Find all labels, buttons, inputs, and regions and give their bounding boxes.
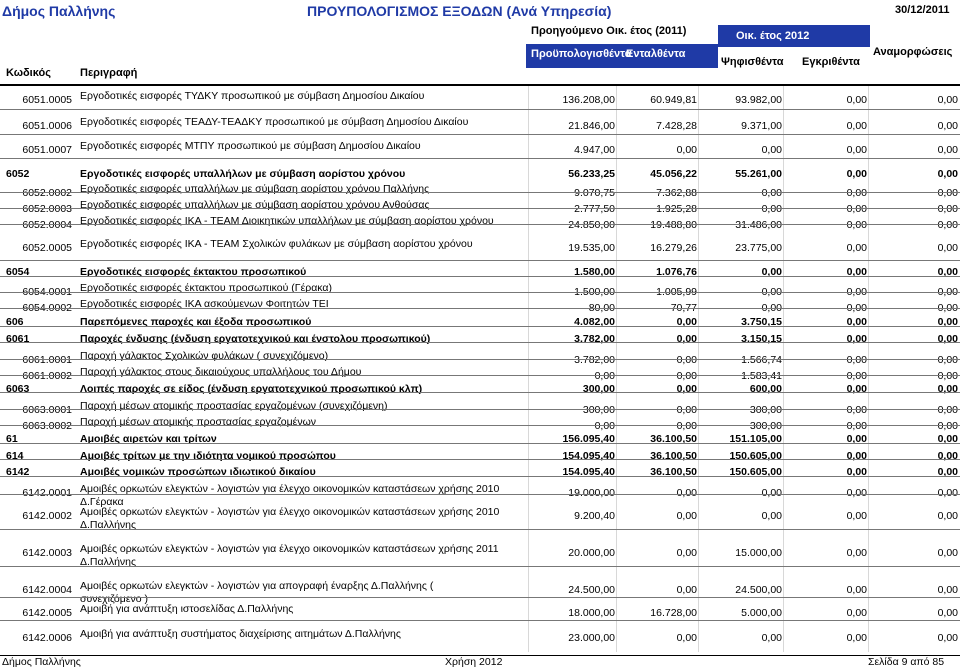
row-revisions: 0,00 [937, 420, 958, 432]
row-divider [0, 620, 960, 621]
row-divider [0, 494, 960, 495]
row-budget: 1.500,00 [574, 286, 615, 298]
row-voted: 5.000,00 [741, 607, 782, 619]
row-code: 6051.0005 [22, 94, 72, 106]
row-revisions: 0,00 [937, 94, 958, 106]
row-approved: 0,00 [846, 333, 867, 345]
row-ordered: 0,00 [676, 547, 697, 559]
row-divider [0, 276, 960, 277]
row-ordered: 7.362,88 [656, 187, 697, 199]
row-revisions: 0,00 [937, 450, 958, 462]
footer-year: Χρήση 2012 [445, 656, 503, 668]
row-description: Εργοδοτικές εισφορές ΙΚΑ ασκούμενων Φοιτητών ΤΕΙ [80, 298, 329, 310]
row-approved: 0,00 [846, 510, 867, 522]
row-ordered: 0,00 [676, 316, 697, 328]
row-description: Δ.Παλλήνης [80, 556, 137, 568]
row-description: Αμοιβές ορκωτών ελεγκτών - λογιστών για απογραφή έναρξης Δ.Παλλήνης ( [80, 580, 434, 592]
row-budget: 154.095,40 [562, 466, 615, 478]
row-description: Εργοδοτικές εισφορές ΜΤΠΥ προσωπικού με σύμβαση Δημοσίου Δικαίου [80, 140, 421, 152]
row-budget: 24.850,00 [568, 219, 615, 231]
col-code: Κωδικός [6, 67, 51, 79]
row-voted: 24.500,00 [735, 584, 782, 596]
row-ordered: 16.728,00 [650, 607, 697, 619]
row-divider [0, 597, 960, 598]
row-budget: 154.095,40 [562, 450, 615, 462]
row-voted: 0,00 [761, 302, 782, 314]
row-budget: 9.070,75 [574, 187, 615, 199]
row-voted: 31.486,00 [735, 219, 782, 231]
row-description: Αμοιβές νομικών προσώπων ιδιωτικού δικαίου [80, 466, 316, 478]
row-description: Παροχή γάλακτος Σχολικών φυλάκων ( συνεχιζόμενο) [80, 350, 329, 362]
page-title: ΠΡΟΥΠΟΛΟΓΙΣΜΟΣ ΕΞΟΔΩΝ (Ανά Υπηρεσία) [307, 3, 612, 19]
row-budget: 9.200,40 [574, 510, 615, 522]
row-revisions: 0,00 [937, 187, 958, 199]
row-budget: 136.208,00 [562, 94, 615, 106]
row-divider [0, 224, 960, 225]
row-revisions: 0,00 [937, 144, 958, 156]
row-revisions: 0,00 [937, 466, 958, 478]
row-description: Αμοιβές αιρετών και τρίτων [80, 433, 217, 445]
row-approved: 0,00 [846, 94, 867, 106]
row-revisions: 0,00 [937, 219, 958, 231]
row-code: 6142.0001 [22, 487, 72, 499]
row-description: Εργοδοτικές εισφορές ΤΕΑΔΥ-ΤΕΑΔΚΥ προσωπικού με σύμβαση Δημοσίου Δικαίου [80, 116, 469, 128]
row-approved: 0,00 [846, 242, 867, 254]
row-voted: 0,00 [761, 632, 782, 644]
row-description: Αμοιβές ορκωτών ελεγκτών - λογιστών για έλεγχο οικονομικών καταστάσεων χρήσης 2010 [80, 506, 500, 518]
row-approved: 0,00 [846, 584, 867, 596]
col-ordered: Ενταλθέντα [626, 48, 686, 60]
row-ordered: 0,00 [676, 144, 697, 156]
row-ordered: 0,00 [676, 370, 697, 382]
row-code: 6052.0002 [22, 187, 72, 199]
row-approved: 0,00 [846, 370, 867, 382]
row-revisions: 0,00 [937, 510, 958, 522]
row-approved: 0,00 [846, 203, 867, 215]
row-divider [0, 409, 960, 410]
row-budget: 3.782,00 [574, 333, 615, 345]
row-approved: 0,00 [846, 433, 867, 445]
row-description: Δ.Γέρακα [80, 496, 124, 508]
row-description: Εργοδοτικές εισφορές ΙΚΑ - ΤΕΑΜ Διοικητικών υπαλλήλων με σύμβαση αορίστου χρόνου [80, 215, 494, 227]
row-code: 6142 [6, 466, 30, 478]
row-description: Αμοιβές ορκωτών ελεγκτών - λογιστών για έλεγχο οικονομικών καταστάσεων χρήσης 2011 [80, 543, 499, 555]
row-code: 6052.0004 [22, 219, 72, 231]
row-code: 606 [6, 316, 24, 328]
row-voted: 151.105,00 [729, 433, 782, 445]
row-voted: 93.982,00 [735, 94, 782, 106]
row-ordered: 0,00 [676, 487, 697, 499]
row-budget: 4.947,00 [574, 144, 615, 156]
row-revisions: 0,00 [937, 632, 958, 644]
row-budget: 300,00 [582, 404, 615, 416]
row-budget: 300,00 [582, 383, 615, 395]
row-description: συνεχιζόμενο ) [80, 593, 148, 605]
row-divider [0, 158, 960, 159]
row-voted: 1.566,74 [741, 354, 782, 366]
row-description: Παροχή γάλακτος στους δικαιούχους υπαλλήλους του Δήμου [80, 366, 362, 378]
row-code: 6063.0001 [22, 404, 72, 416]
col-budget: Προϋπολογισθέντα [531, 48, 632, 60]
row-voted: 0,00 [761, 203, 782, 215]
row-approved: 0,00 [846, 607, 867, 619]
row-description: Λοιπές παροχές σε είδος (ένδυση εργατοτεχνικού προσωπικού κλπ) [80, 383, 423, 395]
row-approved: 0,00 [846, 383, 867, 395]
row-voted: 0,00 [761, 187, 782, 199]
row-voted: 55.261,00 [735, 168, 782, 180]
row-approved: 0,00 [846, 144, 867, 156]
row-code: 6061.0001 [22, 354, 72, 366]
row-description: Δ.Παλλήνης [80, 519, 137, 531]
row-code: 6142.0003 [22, 547, 72, 559]
row-divider [0, 425, 960, 426]
row-budget: 1.580,00 [574, 266, 615, 278]
row-code: 6054.0001 [22, 286, 72, 298]
row-description: Παροχές ένδυσης (ένδυση εργατοτεχνικού και ένστολου προσωπικού) [80, 333, 431, 345]
row-revisions: 0,00 [937, 370, 958, 382]
row-voted: 15.000,00 [735, 547, 782, 559]
row-approved: 0,00 [846, 187, 867, 199]
row-divider [0, 308, 960, 309]
row-code: 6051.0007 [22, 144, 72, 156]
row-voted: 300,00 [749, 404, 782, 416]
row-budget: 20.000,00 [568, 547, 615, 559]
row-ordered: 1.005,99 [656, 286, 697, 298]
row-code: 6052 [6, 168, 30, 180]
row-revisions: 0,00 [937, 242, 958, 254]
row-voted: 0,00 [761, 266, 782, 278]
row-budget: 0,00 [594, 420, 615, 432]
row-budget: 4.082,00 [574, 316, 615, 328]
row-approved: 0,00 [846, 219, 867, 231]
row-revisions: 0,00 [937, 607, 958, 619]
row-revisions: 0,00 [937, 584, 958, 596]
row-approved: 0,00 [846, 450, 867, 462]
row-ordered: 36.100,50 [650, 466, 697, 478]
row-ordered: 0,00 [676, 510, 697, 522]
row-ordered: 0,00 [676, 383, 697, 395]
row-description: Αμοιβή για ανάπτυξη ιστοσελίδας Δ.Παλλήνης [80, 603, 294, 615]
row-divider [0, 134, 960, 135]
row-approved: 0,00 [846, 487, 867, 499]
cur-year-label: Οικ. έτος 2012 [736, 30, 810, 42]
row-approved: 0,00 [846, 354, 867, 366]
row-revisions: 0,00 [937, 487, 958, 499]
row-revisions: 0,00 [937, 383, 958, 395]
row-budget: 19.000,00 [568, 487, 615, 499]
footer-page: Σελίδα 9 από 85 [868, 656, 945, 668]
row-divider [0, 392, 960, 393]
row-description: Παροχή μέσων ατομικής προστασίας εργαζομένων [80, 416, 317, 428]
row-description: Αμοιβές ορκωτών ελεγκτών - λογιστών για έλεγχο οικονομικών καταστάσεων χρήσης 2010 [80, 483, 500, 495]
row-revisions: 0,00 [937, 266, 958, 278]
row-ordered: 0,00 [676, 354, 697, 366]
row-code: 6051.0006 [22, 120, 72, 132]
row-approved: 0,00 [846, 632, 867, 644]
row-divider [0, 326, 960, 327]
row-description: Εργοδοτικές εισφορές υπαλλήλων με σύμβαση αορίστου χρόνου [80, 168, 406, 180]
row-divider [0, 566, 960, 567]
row-description: Αμοιβή για ανάπτυξη συστήματος διαχείρισης αιτημάτων Δ.Παλλήνης [80, 628, 401, 640]
row-ordered: 0,00 [676, 584, 697, 596]
row-revisions: 0,00 [937, 168, 958, 180]
row-divider [0, 359, 960, 360]
column-separator [698, 86, 699, 652]
row-code: 6142.0005 [22, 607, 72, 619]
row-divider [0, 109, 960, 110]
row-approved: 0,00 [846, 120, 867, 132]
row-budget: 21.846,00 [568, 120, 615, 132]
col-voted: Ψηφισθέντα [721, 56, 784, 68]
row-budget: 156.095,40 [562, 433, 615, 445]
row-voted: 150.605,00 [729, 466, 782, 478]
row-approved: 0,00 [846, 316, 867, 328]
row-approved: 0,00 [846, 466, 867, 478]
row-divider [0, 529, 960, 530]
row-budget: 56.233,25 [568, 168, 615, 180]
row-code: 6142.0002 [22, 510, 72, 522]
row-ordered: 1.076,76 [656, 266, 697, 278]
row-ordered: 1.925,28 [656, 203, 697, 215]
row-description: Εργοδοτικές εισφορές έκτακτου προσωπικού [80, 266, 307, 278]
row-code: 6142.0004 [22, 584, 72, 596]
row-code: 61 [6, 433, 18, 445]
row-description: Παροχή μέσων ατομικής προστασίας εργαζομένων (συνεχιζόμενη) [80, 400, 388, 412]
row-ordered: 70,77 [670, 302, 697, 314]
row-voted: 0,00 [761, 144, 782, 156]
column-separator [783, 86, 784, 652]
row-code: 6054 [6, 266, 30, 278]
row-revisions: 0,00 [937, 203, 958, 215]
row-voted: 3.750,15 [741, 316, 782, 328]
row-approved: 0,00 [846, 547, 867, 559]
row-voted: 150.605,00 [729, 450, 782, 462]
row-ordered: 0,00 [676, 420, 697, 432]
row-divider [0, 292, 960, 293]
row-code: 6063.0002 [22, 420, 72, 432]
row-budget: 24.500,00 [568, 584, 615, 596]
row-revisions: 0,00 [937, 120, 958, 132]
row-budget: 23.000,00 [568, 632, 615, 644]
col-desc: Περιγραφή [80, 67, 138, 79]
row-ordered: 0,00 [676, 404, 697, 416]
row-ordered: 36.100,50 [650, 450, 697, 462]
row-ordered: 36.100,50 [650, 433, 697, 445]
row-code: 6052.0005 [22, 242, 72, 254]
row-approved: 0,00 [846, 302, 867, 314]
row-description: Εργοδοτικές εισφορές υπαλλήλων με σύμβαση αορίστου χρόνου Ανθούσας [80, 199, 430, 211]
row-revisions: 0,00 [937, 333, 958, 345]
row-ordered: 60.949,81 [650, 94, 697, 106]
row-voted: 600,00 [749, 383, 782, 395]
row-description: Παρεπόμενες παροχές και έξοδα προσωπικού [80, 316, 312, 328]
footer-org: Δήμος Παλλήνης [2, 656, 81, 668]
row-ordered: 0,00 [676, 333, 697, 345]
org-title: Δήμος Παλλήνης [2, 3, 116, 19]
column-separator [868, 86, 869, 652]
row-divider [0, 476, 960, 477]
row-code: 6061 [6, 333, 30, 345]
row-description: Εργοδοτικές εισφορές ΤΥΔΚΥ προσωπικού με σύμβαση Δημοσίου Δικαίου [80, 90, 425, 102]
row-approved: 0,00 [846, 168, 867, 180]
column-separator [616, 86, 617, 652]
row-voted: 0,00 [761, 487, 782, 499]
row-description: Εργοδοτικές εισφορές υπαλλήλων με σύμβαση αορίστου χρόνου Παλλήνης [80, 183, 430, 195]
col-revisions: Αναμορφώσεις [873, 46, 953, 58]
row-code: 6054.0002 [22, 302, 72, 314]
row-revisions: 0,00 [937, 286, 958, 298]
row-approved: 0,00 [846, 286, 867, 298]
col-approved: Εγκριθέντα [802, 56, 860, 68]
row-voted: 300,00 [749, 420, 782, 432]
row-voted: 1.583,41 [741, 370, 782, 382]
row-code: 614 [6, 450, 24, 462]
row-revisions: 0,00 [937, 302, 958, 314]
header-divider [0, 84, 960, 86]
row-code: 6142.0006 [22, 632, 72, 644]
row-divider [0, 375, 960, 376]
row-budget: 18.000,00 [568, 607, 615, 619]
row-description: Εργοδοτικές εισφορές ΙΚΑ - ΤΕΑΜ Σχολικών φυλάκων με σύμβαση αορίστου χρόνου [80, 238, 473, 250]
row-divider [0, 208, 960, 209]
row-budget: 2.777,50 [574, 203, 615, 215]
row-description: Εργοδοτικές εισφορές έκτακτου προσωπικού (Γέρακα) [80, 282, 332, 294]
row-revisions: 0,00 [937, 316, 958, 328]
row-budget: 80,00 [588, 302, 615, 314]
row-budget: 0,00 [594, 370, 615, 382]
row-budget: 19.535,00 [568, 242, 615, 254]
row-divider [0, 459, 960, 460]
prev-year-label: Προηγούμενο Οικ. έτος (2011) [531, 25, 687, 37]
print-date: 30/12/2011 [895, 4, 950, 16]
row-voted: 9.371,00 [741, 120, 782, 132]
row-voted: 0,00 [761, 286, 782, 298]
row-ordered: 19.488,80 [650, 219, 697, 231]
row-divider [0, 342, 960, 343]
row-voted: 3.150,15 [741, 333, 782, 345]
row-code: 6063 [6, 383, 30, 395]
row-divider [0, 260, 960, 261]
row-ordered: 16.279,26 [650, 242, 697, 254]
row-divider [0, 192, 960, 193]
row-ordered: 45.056,22 [650, 168, 697, 180]
row-ordered: 0,00 [676, 632, 697, 644]
row-revisions: 0,00 [937, 404, 958, 416]
row-revisions: 0,00 [937, 354, 958, 366]
row-voted: 0,00 [761, 510, 782, 522]
row-approved: 0,00 [846, 266, 867, 278]
row-voted: 23.775,00 [735, 242, 782, 254]
row-description: Αμοιβές τρίτων με την ιδιότητα νομικού προσώπου [80, 450, 336, 462]
row-budget: 3.782,00 [574, 354, 615, 366]
row-revisions: 0,00 [937, 547, 958, 559]
row-approved: 0,00 [846, 404, 867, 416]
row-ordered: 7.428,28 [656, 120, 697, 132]
row-approved: 0,00 [846, 420, 867, 432]
row-revisions: 0,00 [937, 433, 958, 445]
row-code: 6061.0002 [22, 370, 72, 382]
row-divider [0, 443, 960, 444]
column-separator [528, 86, 529, 652]
row-code: 6052.0003 [22, 203, 72, 215]
